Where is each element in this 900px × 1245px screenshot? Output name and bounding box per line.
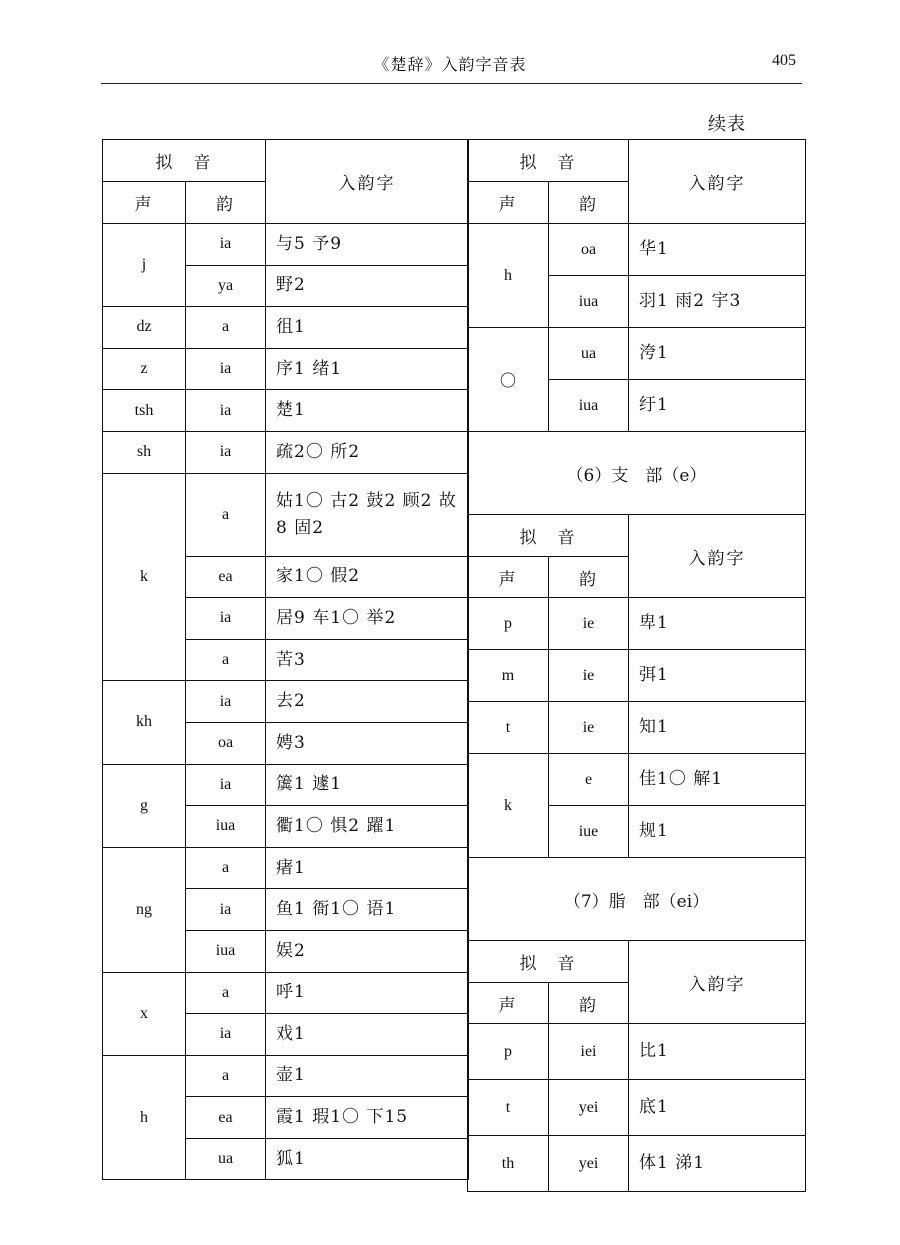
initial-cell: p <box>468 1024 549 1080</box>
rhyme-chars-cell: 野2 <box>266 265 469 307</box>
final-cell: a <box>186 847 266 889</box>
final-cell: ia <box>186 348 266 390</box>
final-cell: iua <box>186 806 266 848</box>
rhyme-chars-cell: 姑1〇 古2 鼓2 顾2 故8 固2 <box>266 473 469 556</box>
header-pronunciation: 拟 音 <box>468 941 629 983</box>
final-cell: ya <box>186 265 266 307</box>
rhyme-chars-cell: 去2 <box>266 681 469 723</box>
rhyme-chars-cell: 体1 涕1 <box>629 1136 806 1192</box>
section-title-zhi-bu-ei: （7）脂 部（ei） <box>468 858 806 941</box>
header-initial: 声 <box>468 983 549 1024</box>
rhyme-chars-cell: 戏1 <box>266 1014 469 1056</box>
final-cell: ie <box>549 702 629 754</box>
header-final: 韵 <box>549 182 629 224</box>
initial-cell: h <box>468 224 549 328</box>
initial-cell: sh <box>103 431 186 473</box>
final-cell: ie <box>549 650 629 702</box>
final-cell: a <box>186 972 266 1014</box>
initial-cell: k <box>103 473 186 681</box>
rhyme-chars-cell: 娱2 <box>266 930 469 972</box>
section-title-zhi-bu-e: （6）支 部（e） <box>468 432 806 515</box>
final-cell: e <box>549 754 629 806</box>
table-row <box>468 224 806 276</box>
table-row <box>468 1024 806 1080</box>
header-initial: 声 <box>468 557 549 598</box>
initial-cell: k <box>468 754 549 858</box>
page-header-title: 《楚辞》入韵字音表 <box>373 55 527 74</box>
rhyme-chars-cell: 呼1 <box>266 972 469 1014</box>
initial-cell: j <box>103 224 186 307</box>
final-cell: ia <box>186 224 266 266</box>
final-cell: iua <box>549 276 629 328</box>
final-cell: yei <box>549 1080 629 1136</box>
header-rhyme-chars: 入韵字 <box>266 140 469 224</box>
table-row <box>103 764 469 806</box>
rhyme-table-right <box>467 139 806 1192</box>
rhyme-chars-cell: 壶1 <box>266 1055 469 1097</box>
initial-cell: h <box>103 1055 186 1180</box>
final-cell: iei <box>549 1024 629 1080</box>
initial-cell: t <box>468 702 549 754</box>
table-row <box>103 348 469 390</box>
final-cell: a <box>186 307 266 349</box>
final-cell: ia <box>186 681 266 723</box>
header-final: 韵 <box>186 182 266 224</box>
header-rhyme-chars: 入韵字 <box>629 941 806 1024</box>
initial-cell: tsh <box>103 390 186 432</box>
header-rhyme-chars: 入韵字 <box>629 515 806 598</box>
rhyme-chars-cell: 居9 车1〇 举2 <box>266 598 469 640</box>
page-number: 405 <box>772 52 796 69</box>
header-pronunciation: 拟 音 <box>468 515 629 557</box>
rhyme-chars-cell: 知1 <box>629 702 806 754</box>
initial-cell: kh <box>103 681 186 764</box>
rhyme-chars-cell: 规1 <box>629 806 806 858</box>
rhyme-chars-cell: 疏2〇 所2 <box>266 431 469 473</box>
initial-cell: th <box>468 1136 549 1192</box>
final-cell: ia <box>186 1014 266 1056</box>
header-pronunciation: 拟 音 <box>468 140 629 182</box>
rhyme-chars-cell: 华1 <box>629 224 806 276</box>
header-final: 韵 <box>549 557 629 598</box>
table-row <box>103 390 469 432</box>
rhyme-chars-cell: 羽1 雨2 宇3 <box>629 276 806 328</box>
final-cell: iua <box>186 930 266 972</box>
final-cell: iua <box>549 380 629 432</box>
final-cell: ea <box>186 556 266 598</box>
final-cell: oa <box>549 224 629 276</box>
table-row <box>468 1136 806 1192</box>
rhyme-chars-cell: 簴1 遽1 <box>266 764 469 806</box>
rhyme-chars-cell: 鱼1 衙1〇 语1 <box>266 889 469 931</box>
initial-cell: dz <box>103 307 186 349</box>
final-cell: yei <box>549 1136 629 1192</box>
initial-cell: ng <box>103 847 186 972</box>
table-row <box>468 328 806 380</box>
final-cell: a <box>186 473 266 556</box>
table-row <box>468 1080 806 1136</box>
final-cell: ia <box>186 889 266 931</box>
rhyme-chars-cell: 徂1 <box>266 307 469 349</box>
rhyme-chars-cell: 佳1〇 解1 <box>629 754 806 806</box>
rhyme-chars-cell: 瘏1 <box>266 847 469 889</box>
initial-cell: p <box>468 598 549 650</box>
table-row <box>468 702 806 754</box>
header-pronunciation: 拟 音 <box>103 140 266 182</box>
initial-cell: g <box>103 764 186 847</box>
rhyme-chars-cell: 苦3 <box>266 639 469 681</box>
rhyme-chars-cell: 家1〇 假2 <box>266 556 469 598</box>
final-cell: iue <box>549 806 629 858</box>
rhyme-chars-cell: 比1 <box>629 1024 806 1080</box>
table-row <box>103 431 469 473</box>
final-cell: ie <box>549 598 629 650</box>
rhyme-chars-cell: 序1 绪1 <box>266 348 469 390</box>
rhyme-chars-cell: 弭1 <box>629 650 806 702</box>
final-cell: a <box>186 639 266 681</box>
rhyme-chars-cell: 楚1 <box>266 390 469 432</box>
final-cell: oa <box>186 722 266 764</box>
header-rule <box>101 83 802 84</box>
rhyme-chars-cell: 娉3 <box>266 722 469 764</box>
final-cell: a <box>186 1055 266 1097</box>
initial-cell: 〇 <box>468 328 549 432</box>
final-cell: ia <box>186 598 266 640</box>
final-cell: ia <box>186 431 266 473</box>
initial-cell: t <box>468 1080 549 1136</box>
header-initial: 声 <box>468 182 549 224</box>
table-row <box>103 473 469 556</box>
continuation-label: 续表 <box>708 114 746 135</box>
rhyme-chars-cell: 底1 <box>629 1080 806 1136</box>
header-initial: 声 <box>103 182 186 224</box>
table-row <box>468 598 806 650</box>
table-row <box>103 1055 469 1097</box>
table-row <box>103 307 469 349</box>
rhyme-chars-cell: 与5 予9 <box>266 224 469 266</box>
rhyme-chars-cell: 霞1 瑕1〇 下15 <box>266 1097 469 1139</box>
initial-cell: x <box>103 972 186 1055</box>
table-row <box>468 754 806 806</box>
table-row <box>103 681 469 723</box>
initial-cell: m <box>468 650 549 702</box>
table-row <box>103 847 469 889</box>
final-cell: ia <box>186 764 266 806</box>
header-final: 韵 <box>549 983 629 1024</box>
header-rhyme-chars: 入韵字 <box>629 140 806 224</box>
final-cell: ia <box>186 390 266 432</box>
final-cell: ua <box>549 328 629 380</box>
table-row <box>468 650 806 702</box>
rhyme-chars-cell: 衢1〇 惧2 躍1 <box>266 806 469 848</box>
rhyme-chars-cell: 卑1 <box>629 598 806 650</box>
rhyme-chars-cell: 狐1 <box>266 1138 469 1180</box>
rhyme-chars-cell: 洿1 <box>629 328 806 380</box>
final-cell: ua <box>186 1138 266 1180</box>
initial-cell: z <box>103 348 186 390</box>
table-row <box>103 224 469 266</box>
rhyme-chars-cell: 纡1 <box>629 380 806 432</box>
rhyme-table-left <box>102 139 469 1180</box>
table-row <box>103 972 469 1014</box>
final-cell: ea <box>186 1097 266 1139</box>
